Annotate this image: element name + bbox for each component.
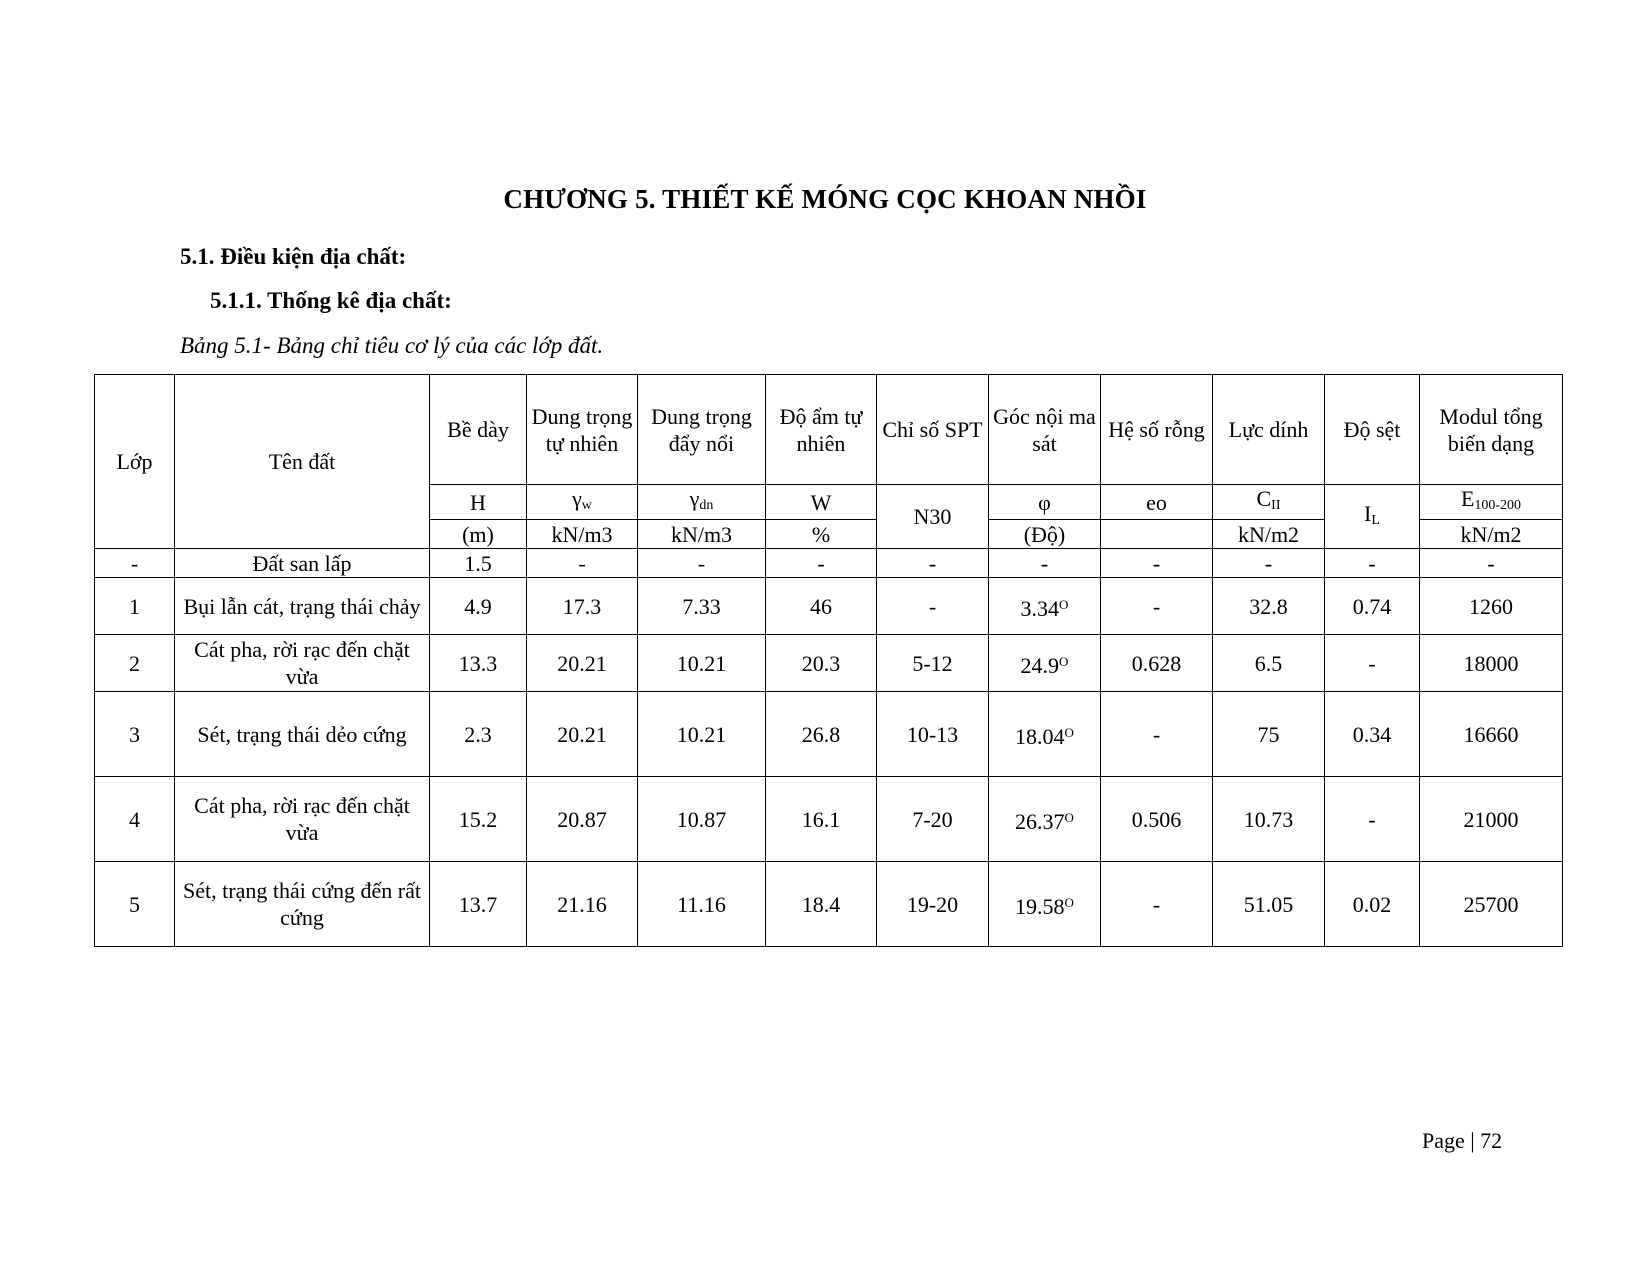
cell-modulus: 25700 [1420, 862, 1563, 947]
cell-buoyant-weight: 10.21 [638, 692, 766, 777]
symbol-consistency: $I_L$ [1325, 485, 1420, 549]
cell-buoyant-weight: 7.33 [638, 578, 766, 635]
cell-thickness: 2.3 [430, 692, 527, 777]
table-row [95, 862, 1563, 947]
cell-friction-angle: $18.04^O$ [989, 692, 1101, 777]
header-friction-angle: Góc nội ma sát [989, 375, 1101, 485]
cell-cohesion: 32.8 [1213, 578, 1325, 635]
table-body [95, 549, 1563, 947]
cell-consistency: - [1325, 777, 1420, 862]
cell-buoyant-weight: - [638, 549, 766, 578]
cell-friction-angle: $3.34^O$ [989, 578, 1101, 635]
section-heading: 5.1. Điều kiện địa chất: [180, 244, 407, 269]
cell-moisture: 20.3 [766, 635, 877, 692]
cell-name: Cát pha, rời rạc đến chặt vừa [175, 777, 430, 862]
cell-buoyant-weight: 10.87 [638, 777, 766, 862]
cell-spt: - [877, 578, 989, 635]
cell-modulus: 21000 [1420, 777, 1563, 862]
header-spt: Chỉ số SPT [877, 375, 989, 485]
symbol-unit-weight: $\gamma_w$ [527, 485, 638, 520]
cell-void-ratio: - [1101, 549, 1213, 578]
cell-spt: 10-13 [877, 692, 989, 777]
header-moisture: Độ ẩm tự nhiên [766, 375, 877, 485]
header-thickness: Bề dày [430, 375, 527, 485]
cell-unit-weight: 20.21 [527, 692, 638, 777]
header-modulus: Modul tổng biến dạng [1420, 375, 1563, 485]
cell-unit-weight: - [527, 549, 638, 578]
symbol-spt: N30 [877, 485, 989, 549]
cell-thickness: 1.5 [430, 549, 527, 578]
symbol-moisture: W [766, 485, 877, 520]
cell-name: Sét, trạng thái cứng đến rất cứng [175, 862, 430, 947]
cell-friction-angle: $26.37^O$ [989, 777, 1101, 862]
cell-name: Bụi lẫn cát, trạng thái chảy [175, 578, 430, 635]
cell-cohesion: - [1213, 549, 1325, 578]
cell-layer: 2 [95, 635, 175, 692]
cell-thickness: 13.7 [430, 862, 527, 947]
subsection-heading: 5.1.1. Thống kê địa chất: [210, 288, 452, 313]
table-row [95, 549, 1563, 578]
cell-moisture: 16.1 [766, 777, 877, 862]
cell-void-ratio: - [1101, 578, 1213, 635]
unit-friction-angle: (Độ) [989, 520, 1101, 549]
cell-moisture: 18.4 [766, 862, 877, 947]
symbol-cohesion: $C_{II}$ [1213, 485, 1325, 520]
cell-spt: - [877, 549, 989, 578]
cell-layer: 5 [95, 862, 175, 947]
table-row [95, 777, 1563, 862]
header-consistency: Độ sệt [1325, 375, 1420, 485]
table-row [95, 692, 1563, 777]
unit-buoyant-weight: kN/m3 [638, 520, 766, 549]
cell-modulus: 16660 [1420, 692, 1563, 777]
cell-unit-weight: 17.3 [527, 578, 638, 635]
cell-unit-weight: 21.16 [527, 862, 638, 947]
cell-friction-angle: $19.58^O$ [989, 862, 1101, 947]
degree-mark: O [1064, 724, 1074, 740]
cell-spt: 19-20 [877, 862, 989, 947]
cell-consistency: 0.02 [1325, 862, 1420, 947]
cell-void-ratio: - [1101, 692, 1213, 777]
page-label: Page [1422, 1128, 1465, 1153]
cell-layer: 4 [95, 777, 175, 862]
cell-friction-angle: $24.9^O$ [989, 635, 1101, 692]
cell-modulus: - [1420, 549, 1563, 578]
unit-unit-weight: kN/m3 [527, 520, 638, 549]
cell-thickness: 15.2 [430, 777, 527, 862]
header-layer: Lớp [95, 375, 175, 549]
cell-layer: 1 [95, 578, 175, 635]
cell-layer: 3 [95, 692, 175, 777]
cell-moisture: 46 [766, 578, 877, 635]
cell-unit-weight: 20.87 [527, 777, 638, 862]
symbol-friction-angle: φ [989, 485, 1101, 520]
degree-mark: O [1064, 809, 1074, 825]
unit-void-ratio [1101, 520, 1213, 549]
table-row [95, 635, 1563, 692]
symbol-thickness: H [430, 485, 527, 520]
header-void-ratio: Hệ số rỗng [1101, 375, 1213, 485]
cell-name: Cát pha, rời rạc đến chặt vừa [175, 635, 430, 692]
page-separator: | [1470, 1128, 1475, 1153]
cell-cohesion: 51.05 [1213, 862, 1325, 947]
soil-properties-table [94, 374, 1563, 947]
cell-void-ratio: - [1101, 862, 1213, 947]
table-row [95, 578, 1563, 635]
cell-buoyant-weight: 11.16 [638, 862, 766, 947]
cell-cohesion: 6.5 [1213, 635, 1325, 692]
degree-mark: O [1059, 653, 1069, 669]
page-number: 72 [1480, 1128, 1503, 1153]
cell-moisture: - [766, 549, 877, 578]
cell-moisture: 26.8 [766, 692, 877, 777]
header-buoyant-weight: Dung trọng đẩy nổi [638, 375, 766, 485]
symbol-buoyant-weight: $\gamma_{dn}$ [638, 485, 766, 520]
chapter-title: CHƯƠNG 5. THIẾT KẾ MÓNG CỌC KHOAN NHỒI [503, 184, 1147, 214]
header-unit-weight: Dung trọng tự nhiên [527, 375, 638, 485]
cell-consistency: 0.74 [1325, 578, 1420, 635]
cell-consistency: 0.34 [1325, 692, 1420, 777]
cell-unit-weight: 20.21 [527, 635, 638, 692]
symbol-modulus: $E_{100-200}$ [1420, 485, 1563, 520]
cell-spt: 5-12 [877, 635, 989, 692]
cell-modulus: 18000 [1420, 635, 1563, 692]
cell-void-ratio: 0.506 [1101, 777, 1213, 862]
degree-mark: O [1059, 596, 1069, 612]
cell-spt: 7-20 [877, 777, 989, 862]
cell-cohesion: 10.73 [1213, 777, 1325, 862]
page-footer [1422, 1128, 1502, 1154]
symbol-void-ratio: eo [1101, 485, 1213, 520]
unit-moisture: % [766, 520, 877, 549]
header-cohesion: Lực dính [1213, 375, 1325, 485]
cell-consistency: - [1325, 635, 1420, 692]
table-caption: Bảng 5.1- Bảng chỉ tiêu cơ lý của các lớp đất. [180, 333, 604, 358]
cell-name: Sét, trạng thái dẻo cứng [175, 692, 430, 777]
cell-consistency: - [1325, 549, 1420, 578]
cell-modulus: 1260 [1420, 578, 1563, 635]
cell-buoyant-weight: 10.21 [638, 635, 766, 692]
header-row-labels [95, 375, 1563, 485]
header-soil-name: Tên đất [175, 375, 430, 549]
cell-layer: - [95, 549, 175, 578]
cell-cohesion: 75 [1213, 692, 1325, 777]
cell-name: Đất san lấp [175, 549, 430, 578]
cell-thickness: 13.3 [430, 635, 527, 692]
unit-modulus: kN/m2 [1420, 520, 1563, 549]
unit-thickness: (m) [430, 520, 527, 549]
cell-void-ratio: 0.628 [1101, 635, 1213, 692]
cell-friction-angle: - [989, 549, 1101, 578]
cell-thickness: 4.9 [430, 578, 527, 635]
degree-mark: O [1064, 894, 1074, 910]
unit-cohesion: kN/m2 [1213, 520, 1325, 549]
